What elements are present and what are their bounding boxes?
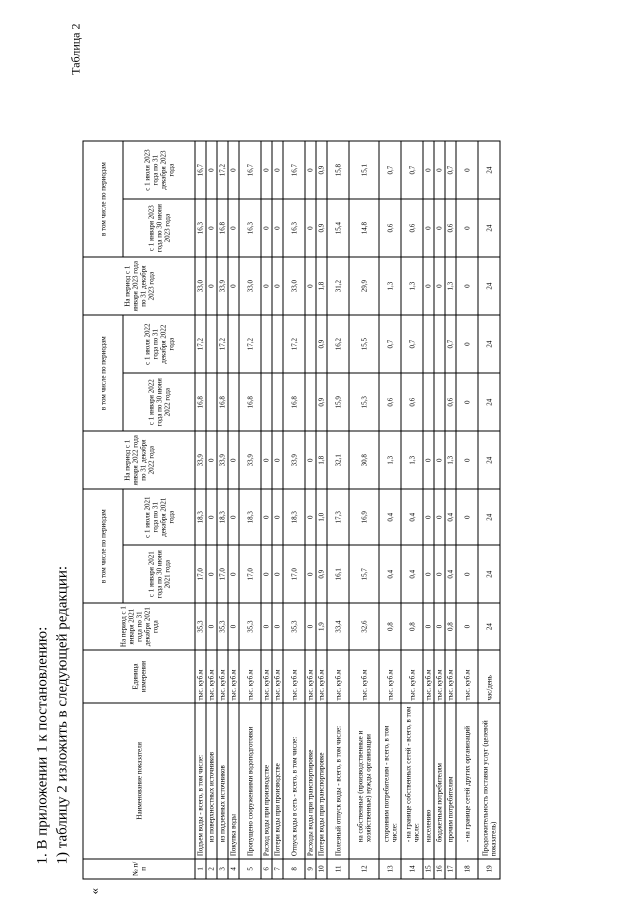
value-cell: 0,6 <box>379 199 401 257</box>
value-cell: 0 <box>272 431 283 489</box>
table-row <box>261 25 272 879</box>
header-unit: Единица измерения <box>83 650 195 703</box>
value-cell: 35,3 <box>195 603 206 650</box>
value-cell <box>206 373 217 431</box>
row-unit: тыс. куб.м <box>349 650 379 703</box>
value-cell: 0,7 <box>445 315 456 373</box>
indicators-table <box>83 25 501 880</box>
row-unit: тыс. куб.м <box>305 650 316 703</box>
value-cell: 0,4 <box>445 545 456 603</box>
row-indicator-name: сторонним потребителям - всего, в том числе: <box>379 703 401 859</box>
value-cell: 24 <box>478 603 500 650</box>
value-cell: 24 <box>478 199 500 257</box>
value-cell: 0,9 <box>316 315 327 373</box>
value-cell: 0 <box>206 545 217 603</box>
row-unit: тыс. куб.м <box>261 650 272 703</box>
value-cell: 0 <box>272 545 283 603</box>
table-row <box>206 25 217 879</box>
value-cell: 16,8 <box>217 199 228 257</box>
value-cell: 0 <box>305 603 316 650</box>
value-cell: 0 <box>206 257 217 315</box>
value-cell: 18,3 <box>217 489 228 545</box>
value-cell: 0,8 <box>445 603 456 650</box>
value-cell: 0 <box>305 431 316 489</box>
value-cell: 1,3 <box>379 431 401 489</box>
value-cell: 0 <box>305 199 316 257</box>
value-cell: 0,4 <box>445 489 456 545</box>
row-unit: тыс. куб.м <box>283 650 305 703</box>
table-row <box>327 25 349 879</box>
value-cell: 15,8 <box>327 141 349 199</box>
value-cell: 16,3 <box>239 199 261 257</box>
value-cell <box>206 315 217 373</box>
table-row <box>401 25 423 879</box>
value-cell: 33,0 <box>239 257 261 315</box>
value-cell: 15,7 <box>349 545 379 603</box>
value-cell: 0 <box>228 141 239 199</box>
value-cell: 17,2 <box>239 315 261 373</box>
row-indicator-name: Расход воды при производстве <box>261 703 272 859</box>
header-h2-2021: с 1 июля 2021 года по 31 декабря 2021 года <box>123 489 195 545</box>
value-cell: 29,9 <box>349 257 379 315</box>
value-cell: 24 <box>478 489 500 545</box>
value-cell: 0,6 <box>379 373 401 431</box>
table-row <box>228 25 239 879</box>
value-cell: 0 <box>423 257 434 315</box>
value-cell: 0,4 <box>379 545 401 603</box>
value-cell: 33,9 <box>283 431 305 489</box>
row-indicator-name: Полезный отпуск воды - всего, в том числе: <box>327 703 349 859</box>
row-indicator-name: - на границе собственных сетей - всего, в том числе: <box>401 703 423 859</box>
row-indicator-name: Покупка воды <box>228 703 239 859</box>
row-indicator-name: - на границе сетей других организаций <box>456 703 478 859</box>
value-cell: 0,9 <box>316 199 327 257</box>
value-cell: 0,6 <box>401 199 423 257</box>
value-cell <box>261 315 272 373</box>
value-cell: 16,8 <box>195 373 206 431</box>
value-cell <box>305 373 316 431</box>
value-cell: 0,9 <box>316 545 327 603</box>
value-cell: 0 <box>206 431 217 489</box>
row-unit: тыс. куб.м <box>217 650 228 703</box>
row-unit: тыс. куб.м <box>228 650 239 703</box>
header-period-2023: На период с 1 января 2023 года по 31 декабря 2023 года <box>83 257 195 315</box>
row-indicator-name: на собственные (производственные и хозяйственные) нужды организации <box>349 703 379 859</box>
value-cell: 0 <box>423 199 434 257</box>
value-cell <box>305 315 316 373</box>
value-cell: 14,8 <box>349 199 379 257</box>
row-number: 15 <box>423 859 434 879</box>
row-number: 8 <box>283 859 305 879</box>
row-indicator-name: Потери воды при производстве <box>272 703 283 859</box>
value-cell: 1,8 <box>316 257 327 315</box>
value-cell: 18,3 <box>239 489 261 545</box>
value-cell: 30,8 <box>349 431 379 489</box>
value-cell: 0 <box>228 489 239 545</box>
row-indicator-name: Расходы воды при транспортировке <box>305 703 316 859</box>
value-cell: 16,8 <box>217 373 228 431</box>
value-cell: 17,0 <box>195 545 206 603</box>
value-cell: 0 <box>423 489 434 545</box>
value-cell: 0,4 <box>401 489 423 545</box>
value-cell: 15,9 <box>327 373 349 431</box>
row-unit: тыс. куб.м <box>445 650 456 703</box>
table-row <box>217 25 228 879</box>
value-cell: 17,2 <box>195 315 206 373</box>
row-unit: тыс. куб.м <box>239 650 261 703</box>
value-cell: 0 <box>456 603 478 650</box>
value-cell: 24 <box>478 141 500 199</box>
value-cell: 0 <box>434 199 445 257</box>
value-cell: 33,9 <box>239 431 261 489</box>
header-name: Наименование показателя <box>83 703 195 859</box>
table-row <box>478 25 500 879</box>
table-row <box>423 25 434 879</box>
row-unit: тыс. куб.м <box>316 650 327 703</box>
row-number: 9 <box>305 859 316 879</box>
value-cell: 17,2 <box>217 315 228 373</box>
value-cell: 0,7 <box>379 315 401 373</box>
value-cell: 35,3 <box>217 603 228 650</box>
value-cell: 17,0 <box>283 545 305 603</box>
value-cell: 0,9 <box>316 373 327 431</box>
table-row <box>272 25 283 879</box>
value-cell: 33,9 <box>195 431 206 489</box>
value-cell: 16,7 <box>283 141 305 199</box>
value-cell: 0 <box>228 257 239 315</box>
value-cell: 0,6 <box>401 373 423 431</box>
value-cell: 15,3 <box>349 373 379 431</box>
value-cell: 1,3 <box>445 257 456 315</box>
value-cell: 24 <box>478 257 500 315</box>
amendment-instruction: 1) таблицу 2 изложить в следующей редакции: <box>54 565 71 865</box>
value-cell: 1,3 <box>445 431 456 489</box>
value-cell <box>272 373 283 431</box>
value-cell: 0 <box>423 141 434 199</box>
value-cell: 0 <box>272 603 283 650</box>
value-cell: 17,0 <box>239 545 261 603</box>
row-unit: тыс. куб.м <box>423 650 434 703</box>
value-cell: 0 <box>305 141 316 199</box>
table-row <box>305 25 316 879</box>
opening-quote: « <box>86 888 102 895</box>
row-number: 14 <box>401 859 423 879</box>
value-cell: 31,2 <box>327 257 349 315</box>
header-period-2021: На период с 1 января 2021 года по 31 декабря 2021 года <box>83 603 195 650</box>
value-cell: 24 <box>478 373 500 431</box>
value-cell: 0 <box>272 257 283 315</box>
value-cell: 0 <box>434 431 445 489</box>
row-number: 6 <box>261 859 272 879</box>
value-cell: 0,8 <box>379 603 401 650</box>
header-h1-2023: с 1 января 2023 года по 30 июня 2023 года <box>123 199 195 257</box>
header-h2-2022: с 1 июля 2022 года по 31 декабря 2022 года <box>123 315 195 373</box>
header-period-2022: На период с 1 января 2022 года по 31 декабря 2022 года <box>83 431 195 489</box>
header-sub-2022: в том числе по периодам <box>83 315 123 431</box>
value-cell: 1,9 <box>316 603 327 650</box>
value-cell: 0 <box>228 545 239 603</box>
row-unit: час/день <box>478 650 500 703</box>
row-indicator-name: Потери воды при транспортировке <box>316 703 327 859</box>
value-cell: 0,9 <box>316 141 327 199</box>
row-number: 2 <box>206 859 217 879</box>
value-cell: 16,7 <box>195 141 206 199</box>
value-cell: 1,3 <box>379 257 401 315</box>
value-cell: 0,6 <box>445 373 456 431</box>
row-unit: тыс. куб.м <box>434 650 445 703</box>
row-number: 11 <box>327 859 349 879</box>
value-cell: 0,4 <box>379 489 401 545</box>
table-row <box>239 25 261 879</box>
table-row <box>379 25 401 879</box>
header-num: № п/п <box>83 859 195 879</box>
row-number: 18 <box>456 859 478 879</box>
value-cell: 0 <box>423 431 434 489</box>
row-number: 1 <box>195 859 206 879</box>
value-cell: 0 <box>456 315 478 373</box>
value-cell <box>228 315 239 373</box>
row-number: 19 <box>478 859 500 879</box>
row-indicator-name: из поверхностных источников <box>206 703 217 859</box>
value-cell: 0 <box>456 141 478 199</box>
value-cell: 0 <box>206 603 217 650</box>
value-cell: 0 <box>305 257 316 315</box>
value-cell: 35,3 <box>283 603 305 650</box>
row-number: 13 <box>379 859 401 879</box>
value-cell: 0 <box>272 141 283 199</box>
row-number: 16 <box>434 859 445 879</box>
rotated-document-page <box>1 0 640 905</box>
header-h2-2023: с 1 июля 2023 года по 31 декабря 2023 года <box>123 141 195 199</box>
value-cell: 0 <box>423 603 434 650</box>
row-indicator-name: прочим потребителям <box>445 703 456 859</box>
value-cell: 1,8 <box>316 431 327 489</box>
row-indicator-name: Пропущено сооружениями водоподготовки <box>239 703 261 859</box>
table-row <box>445 25 456 879</box>
row-number: 7 <box>272 859 283 879</box>
value-cell: 0 <box>228 603 239 650</box>
row-number: 10 <box>316 859 327 879</box>
value-cell: 0 <box>434 257 445 315</box>
value-cell: 0 <box>456 199 478 257</box>
value-cell: 15,1 <box>349 141 379 199</box>
value-cell: 0 <box>261 431 272 489</box>
value-cell: 0 <box>261 603 272 650</box>
value-cell: 0 <box>305 489 316 545</box>
value-cell <box>261 373 272 431</box>
value-cell: 0 <box>261 141 272 199</box>
value-cell: 33,9 <box>217 431 228 489</box>
table-row <box>316 25 327 879</box>
value-cell: 0 <box>228 199 239 257</box>
value-cell: 15,5 <box>349 315 379 373</box>
header-sub-2023: в том числе по периодам <box>83 141 123 257</box>
header-h1-2022: с 1 января 2022 года по 30 июня 2022 года <box>123 373 195 431</box>
value-cell: 35,3 <box>239 603 261 650</box>
value-cell: 0 <box>456 431 478 489</box>
value-cell <box>272 315 283 373</box>
row-number: 4 <box>228 859 239 879</box>
value-cell: 24 <box>478 315 500 373</box>
row-unit: тыс. куб.м <box>456 650 478 703</box>
value-cell <box>434 373 445 431</box>
value-cell: 32,1 <box>327 431 349 489</box>
header-h1-2021: с 1 января 2021 года по 30 июня 2021 года <box>123 545 195 603</box>
value-cell: 18,3 <box>283 489 305 545</box>
row-indicator-name: населению <box>423 703 434 859</box>
value-cell: 1,0 <box>316 489 327 545</box>
value-cell: 0 <box>456 373 478 431</box>
value-cell: 0,7 <box>401 315 423 373</box>
value-cell: 16,7 <box>239 141 261 199</box>
row-indicator-name: Отпуск воды в сеть - всего, в том числе: <box>283 703 305 859</box>
value-cell: 16,9 <box>349 489 379 545</box>
value-cell: 0 <box>305 545 316 603</box>
row-unit: тыс. куб.м <box>401 650 423 703</box>
value-cell: 0 <box>434 603 445 650</box>
value-cell: 16,8 <box>283 373 305 431</box>
value-cell: 0,6 <box>445 199 456 257</box>
value-cell: 0 <box>206 141 217 199</box>
row-unit: тыс. куб.м <box>327 650 349 703</box>
value-cell: 17,2 <box>217 141 228 199</box>
value-cell: 0,4 <box>401 545 423 603</box>
value-cell: 0 <box>261 489 272 545</box>
value-cell: 0 <box>261 199 272 257</box>
table-row <box>349 25 379 879</box>
value-cell: 1,3 <box>401 257 423 315</box>
table-row <box>195 25 206 879</box>
value-cell: 24 <box>478 431 500 489</box>
value-cell: 0 <box>206 489 217 545</box>
value-cell: 17,0 <box>217 545 228 603</box>
value-cell: 16,1 <box>327 545 349 603</box>
value-cell: 0 <box>434 489 445 545</box>
value-cell: 0 <box>206 199 217 257</box>
table-row <box>283 25 305 879</box>
value-cell: 0 <box>434 141 445 199</box>
row-unit: тыс. куб.м <box>195 650 206 703</box>
row-number: 12 <box>349 859 379 879</box>
value-cell: 15,4 <box>327 199 349 257</box>
value-cell: 0 <box>272 489 283 545</box>
value-cell: 33,9 <box>217 257 228 315</box>
value-cell: 0 <box>456 489 478 545</box>
value-cell: 33,0 <box>283 257 305 315</box>
row-indicator-name: из подземных источников <box>217 703 228 859</box>
table-label: Таблица 2 <box>68 23 83 75</box>
row-unit: тыс. куб.м <box>272 650 283 703</box>
value-cell: 33,0 <box>195 257 206 315</box>
value-cell: 0 <box>272 199 283 257</box>
value-cell: 0 <box>434 545 445 603</box>
value-cell: 32,6 <box>349 603 379 650</box>
row-number: 3 <box>217 859 228 879</box>
value-cell: 0 <box>456 545 478 603</box>
value-cell <box>434 315 445 373</box>
value-cell <box>228 373 239 431</box>
value-cell: 18,3 <box>195 489 206 545</box>
value-cell: 0 <box>261 257 272 315</box>
value-cell: 16,3 <box>283 199 305 257</box>
value-cell: 17,2 <box>283 315 305 373</box>
value-cell: 16,2 <box>327 315 349 373</box>
value-cell: 16,8 <box>239 373 261 431</box>
value-cell: 0,7 <box>445 141 456 199</box>
row-number: 17 <box>445 859 456 879</box>
header-sub-2021: в том числе по периодам <box>83 489 123 603</box>
value-cell: 17,3 <box>327 489 349 545</box>
table-row <box>434 25 445 879</box>
value-cell: 0,8 <box>401 603 423 650</box>
amendment-heading: 1. В приложении 1 к постановлению: <box>34 626 51 865</box>
table-row <box>456 25 478 879</box>
row-indicator-name: Подъем воды - всего, в том числе: <box>195 703 206 859</box>
row-number: 5 <box>239 859 261 879</box>
value-cell: 0 <box>423 545 434 603</box>
row-indicator-name: бюджетным потребителям <box>434 703 445 859</box>
value-cell: 0 <box>228 431 239 489</box>
value-cell: 1,3 <box>401 431 423 489</box>
value-cell: 0 <box>456 257 478 315</box>
row-unit: тыс. куб.м <box>206 650 217 703</box>
value-cell: 0 <box>261 545 272 603</box>
table-body <box>195 25 500 879</box>
value-cell <box>423 315 434 373</box>
value-cell: 16,3 <box>195 199 206 257</box>
row-unit: тыс. куб.м <box>379 650 401 703</box>
value-cell: 0,7 <box>401 141 423 199</box>
value-cell: 24 <box>478 545 500 603</box>
value-cell: 0,7 <box>379 141 401 199</box>
value-cell <box>423 373 434 431</box>
value-cell: 33,4 <box>327 603 349 650</box>
row-indicator-name: Продолжительность поставки услуг (целевой показатель) <box>478 703 500 859</box>
